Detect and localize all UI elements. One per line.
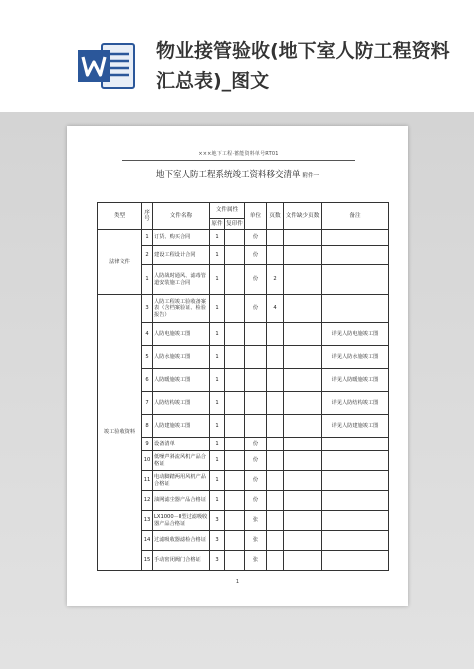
cell-seq: 10 [142, 451, 153, 471]
cell-name: 油网滤尘器产品合格证 [153, 491, 210, 511]
table-row [98, 511, 389, 531]
cell-unit [245, 369, 267, 392]
annex-label: 附件一 [302, 173, 320, 179]
cell-remark [322, 246, 389, 265]
handover-table [97, 202, 389, 571]
cell-remark: 详见人防电施竣工图 [322, 323, 389, 346]
table-row [98, 246, 389, 265]
cell-name: 建设工程设计合同 [153, 246, 210, 265]
word-document-icon [78, 40, 136, 92]
cell-copy [225, 551, 245, 571]
group-legal: 法律文件 [98, 230, 142, 295]
cell-pages [267, 323, 284, 346]
cell-remark [322, 451, 389, 471]
cell-name: 人防战时通风、滤毒管道安装施工合同 [153, 265, 210, 295]
cell-missing [284, 246, 322, 265]
cell-copy [225, 531, 245, 551]
cell-original: 1 [210, 491, 225, 511]
cell-pages [267, 369, 284, 392]
cell-remark [322, 438, 389, 451]
document-title[interactable]: 物业接管验收(地下室人防工程资料汇总表)_图文 [156, 40, 450, 92]
cell-seq: 1 [142, 230, 153, 246]
sheet-title-text: 地下室人防工程系统竣工资料移交清单 [155, 170, 301, 180]
header-unit: 单位 [245, 203, 267, 230]
cell-pages [267, 551, 284, 571]
table-row [98, 323, 389, 346]
cell-original: 1 [210, 369, 225, 392]
cell-original: 1 [210, 471, 225, 491]
cell-copy [225, 323, 245, 346]
cell-copy [225, 246, 245, 265]
table-row [98, 551, 389, 571]
cell-missing [284, 551, 322, 571]
cell-original: 3 [210, 511, 225, 531]
cell-missing [284, 323, 322, 346]
cell-seq: 3 [142, 295, 153, 323]
table-row [98, 438, 389, 451]
table-row [98, 265, 389, 295]
cell-seq: 5 [142, 346, 153, 369]
cell-missing [284, 491, 322, 511]
cell-name: 订货、购买合同 [153, 230, 210, 246]
cell-original: 1 [210, 415, 225, 438]
cell-name: 设备清单 [153, 438, 210, 451]
cell-copy [225, 369, 245, 392]
page-header-rule [122, 160, 355, 161]
cell-pages [267, 491, 284, 511]
cell-seq: 11 [142, 471, 153, 491]
header-original: 原件 [210, 219, 225, 230]
cell-remark [322, 471, 389, 491]
cell-missing [284, 531, 322, 551]
cell-original: 3 [210, 531, 225, 551]
cell-remark: 详见人防水施竣工图 [322, 346, 389, 369]
cell-remark [322, 491, 389, 511]
cell-missing [284, 230, 322, 246]
group-acceptance: 竣工验收资料 [98, 295, 142, 571]
table-row [98, 295, 389, 323]
cell-seq: 13 [142, 511, 153, 531]
cell-unit: 张 [245, 511, 267, 531]
cell-unit: 份 [245, 265, 267, 295]
cell-original: 1 [210, 230, 225, 246]
header-remark: 备注 [322, 203, 389, 230]
table-row [98, 451, 389, 471]
cell-unit: 份 [245, 438, 267, 451]
cell-unit: 份 [245, 246, 267, 265]
header-name: 文件名称 [153, 203, 210, 230]
page-number: 1 [235, 579, 240, 585]
cell-remark [322, 531, 389, 551]
cell-seq: 6 [142, 369, 153, 392]
cell-name: 电动脚踏两用风机产品合格证 [153, 471, 210, 491]
cell-pages: 4 [267, 295, 284, 323]
cell-original: 1 [210, 346, 225, 369]
header-pages: 页数 [267, 203, 284, 230]
cell-seq: 7 [142, 392, 153, 415]
cell-copy [225, 295, 245, 323]
cell-missing [284, 265, 322, 295]
cell-unit: 份 [245, 451, 267, 471]
cell-remark [322, 511, 389, 531]
cell-seq: 4 [142, 323, 153, 346]
cell-original: 1 [210, 438, 225, 451]
cell-copy [225, 392, 245, 415]
header-row [98, 203, 389, 219]
document-page [67, 126, 408, 606]
cell-copy [225, 346, 245, 369]
cell-seq: 1 [142, 265, 153, 295]
cell-pages: 2 [267, 265, 284, 295]
cell-missing [284, 438, 322, 451]
cell-unit [245, 392, 267, 415]
cell-unit [245, 415, 267, 438]
cell-original: 1 [210, 451, 225, 471]
cell-missing [284, 392, 322, 415]
cell-name: LX1000－Ⅱ型过滤吸收器产品合格证 [153, 511, 210, 531]
table-row [98, 415, 389, 438]
cell-missing [284, 471, 322, 491]
cell-name: 手动密闭阀门合格证 [153, 551, 210, 571]
cell-unit: 份 [245, 471, 267, 491]
cell-seq: 14 [142, 531, 153, 551]
cell-missing [284, 346, 322, 369]
cell-pages [267, 471, 284, 491]
header-type: 类型 [98, 203, 142, 230]
cell-remark [322, 551, 389, 571]
cell-copy [225, 471, 245, 491]
cell-remark [322, 295, 389, 323]
cell-missing [284, 295, 322, 323]
cell-unit: 张 [245, 531, 267, 551]
cell-name: 人防电施竣工图 [153, 323, 210, 346]
document-header [0, 0, 474, 112]
cell-name: 人防结构竣工图 [153, 392, 210, 415]
cell-pages [267, 246, 284, 265]
cell-unit: 份 [245, 491, 267, 511]
cell-name: 过滤吸收器滤检合格证 [153, 531, 210, 551]
cell-seq: 15 [142, 551, 153, 571]
cell-missing [284, 369, 322, 392]
table-row [98, 471, 389, 491]
cell-missing [284, 451, 322, 471]
cell-missing [284, 415, 322, 438]
cell-original: 1 [210, 295, 225, 323]
header-missing: 文件缺少页数 [284, 203, 322, 230]
cell-unit: 份 [245, 295, 267, 323]
table-row [98, 369, 389, 392]
cell-name: 人防暖施竣工图 [153, 369, 210, 392]
cell-pages [267, 415, 284, 438]
cell-name: 人防工程竣工验收备案表（含档案验证、检验报告） [153, 295, 210, 323]
header-seq: 序号 [142, 203, 153, 230]
cell-missing [284, 511, 322, 531]
cell-unit [245, 346, 267, 369]
cell-seq: 12 [142, 491, 153, 511]
cell-original: 1 [210, 323, 225, 346]
header-copy: 复印件 [225, 219, 245, 230]
cell-copy [225, 415, 245, 438]
cell-pages [267, 531, 284, 551]
cell-seq: 2 [142, 246, 153, 265]
cell-pages [267, 438, 284, 451]
cell-original: 1 [210, 392, 225, 415]
cell-remark: 详见人防暖施竣工图 [322, 369, 389, 392]
cell-remark: 详见人防建施竣工图 [322, 415, 389, 438]
cell-name: 人防水施竣工图 [153, 346, 210, 369]
cell-remark [322, 230, 389, 246]
table-row [98, 230, 389, 246]
cell-seq: 9 [142, 438, 153, 451]
cell-remark [322, 265, 389, 295]
cell-pages [267, 511, 284, 531]
cell-pages [267, 392, 284, 415]
cell-remark: 详见人防结构竣工图 [322, 392, 389, 415]
cell-copy [225, 438, 245, 451]
cell-copy [225, 265, 245, 295]
cell-copy [225, 451, 245, 471]
cell-name: 人防建施竣工图 [153, 415, 210, 438]
cell-copy [225, 230, 245, 246]
cell-original: 1 [210, 265, 225, 295]
page-header-caption: ×××地下工程·蓄能资料单号RT01 [198, 151, 279, 157]
cell-copy [225, 491, 245, 511]
table-row [98, 531, 389, 551]
cell-pages [267, 451, 284, 471]
cell-name: 低噪声斜流风机产品合格证 [153, 451, 210, 471]
cell-unit: 张 [245, 551, 267, 571]
table-row [98, 491, 389, 511]
cell-copy [225, 511, 245, 531]
sheet-title [67, 168, 408, 180]
cell-pages [267, 346, 284, 369]
cell-seq: 8 [142, 415, 153, 438]
cell-unit: 份 [245, 230, 267, 246]
table-row [98, 346, 389, 369]
cell-original: 3 [210, 551, 225, 571]
table-row [98, 392, 389, 415]
header-attr: 文件属性 [210, 203, 245, 219]
cell-original: 1 [210, 246, 225, 265]
cell-unit [245, 323, 267, 346]
cell-pages [267, 230, 284, 246]
